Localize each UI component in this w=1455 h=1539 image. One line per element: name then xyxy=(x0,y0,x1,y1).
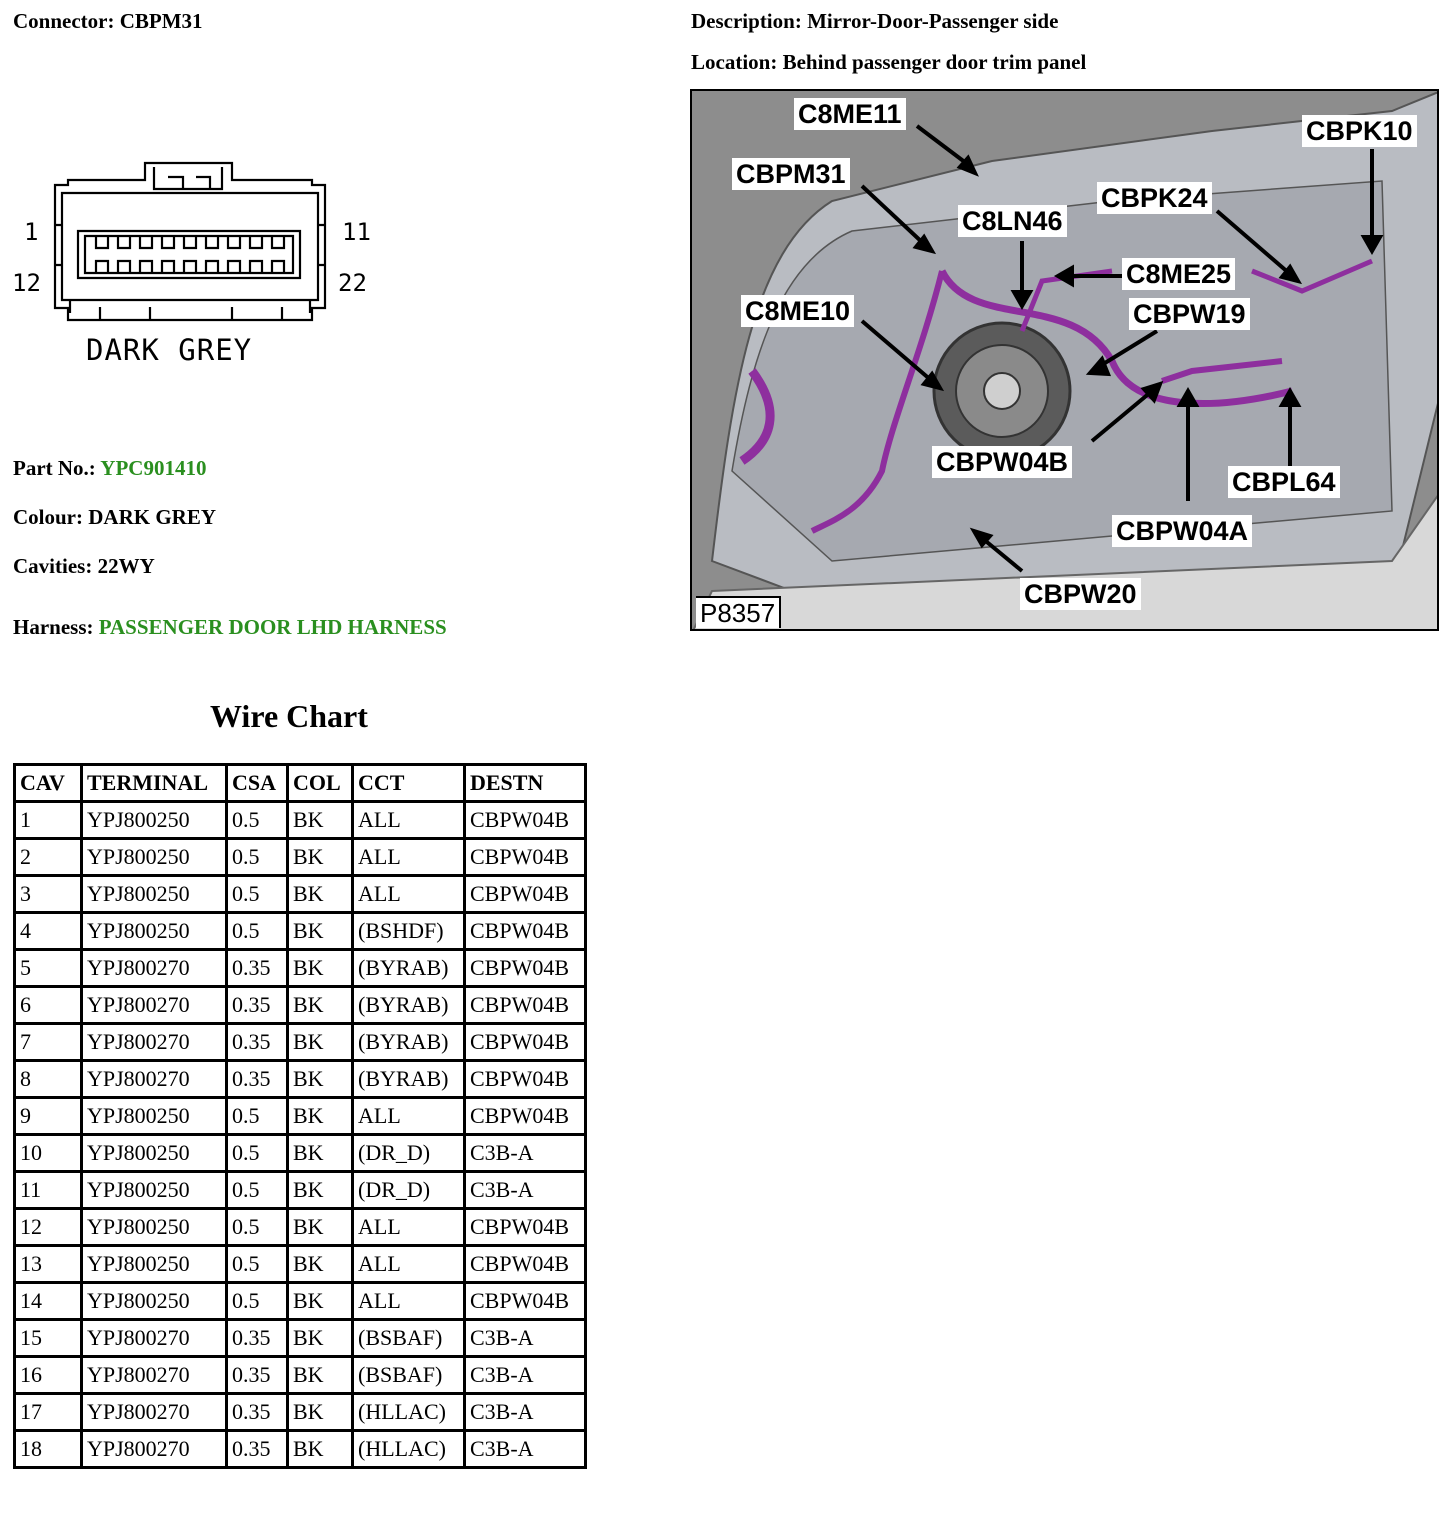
description-label: Description: xyxy=(691,9,802,33)
cell-cct: ALL xyxy=(353,1246,465,1283)
table-row xyxy=(15,1394,586,1431)
cell-destn: CBPW04B xyxy=(465,1061,586,1098)
cell-destn: CBPW04B xyxy=(465,1246,586,1283)
cell-cct: ALL xyxy=(353,802,465,839)
cell-csa: 0.5 xyxy=(227,1209,288,1246)
connector-label: Connector: xyxy=(13,9,115,33)
cavities-value: 22WY xyxy=(97,554,155,578)
cell-cav: 1 xyxy=(15,802,82,839)
cell-col: BK xyxy=(288,1209,353,1246)
table-row xyxy=(15,1061,586,1098)
cell-cct: ALL xyxy=(353,1283,465,1320)
cavities-label: Cavities: xyxy=(13,554,93,578)
cell-destn: C3B-A xyxy=(465,1320,586,1357)
callout-cbpw20: CBPW20 xyxy=(1020,578,1141,610)
table-row xyxy=(15,987,586,1024)
cavities-line xyxy=(13,554,155,579)
cell-col: BK xyxy=(288,1357,353,1394)
pin-label-22: 22 xyxy=(338,269,367,297)
cell-destn: CBPW04B xyxy=(465,913,586,950)
cell-destn: CBPW04B xyxy=(465,1024,586,1061)
cell-cct: (BYRAB) xyxy=(353,1024,465,1061)
callout-cbpw04b: CBPW04B xyxy=(932,446,1072,478)
cell-terminal: YPJ800250 xyxy=(82,1246,227,1283)
pin-label-12: 12 xyxy=(12,269,41,297)
cell-destn: CBPW04B xyxy=(465,950,586,987)
cell-terminal: YPJ800250 xyxy=(82,802,227,839)
location-heading xyxy=(691,50,1086,75)
cell-col: BK xyxy=(288,987,353,1024)
table-row xyxy=(15,913,586,950)
harness-link[interactable]: PASSENGER DOOR LHD HARNESS xyxy=(98,615,447,639)
description-value: Mirror-Door-Passenger side xyxy=(807,9,1059,33)
cell-col: BK xyxy=(288,1283,353,1320)
cell-col: BK xyxy=(288,1172,353,1209)
cell-destn: CBPW04B xyxy=(465,802,586,839)
cell-cav: 2 xyxy=(15,839,82,876)
cell-destn: C3B-A xyxy=(465,1172,586,1209)
cell-col: BK xyxy=(288,802,353,839)
column-header-csa: CSA xyxy=(227,765,288,802)
cell-col: BK xyxy=(288,913,353,950)
cell-cav: 8 xyxy=(15,1061,82,1098)
callout-c8ln46: C8LN46 xyxy=(958,205,1067,237)
cell-terminal: YPJ800250 xyxy=(82,1135,227,1172)
cell-col: BK xyxy=(288,839,353,876)
column-header-col: COL xyxy=(288,765,353,802)
cell-cct: ALL xyxy=(353,1209,465,1246)
cell-terminal: YPJ800250 xyxy=(82,913,227,950)
cell-cav: 3 xyxy=(15,876,82,913)
cell-cct: (HLLAC) xyxy=(353,1431,465,1468)
cell-csa: 0.5 xyxy=(227,1098,288,1135)
description-heading xyxy=(691,9,1058,34)
pin-label-1: 1 xyxy=(24,218,39,246)
cell-terminal: YPJ800270 xyxy=(82,950,227,987)
cell-cav: 11 xyxy=(15,1172,82,1209)
table-row xyxy=(15,1283,586,1320)
callout-c8me10: C8ME10 xyxy=(741,295,854,327)
callout-cbpk10: CBPK10 xyxy=(1302,115,1417,147)
cell-col: BK xyxy=(288,1246,353,1283)
cell-cav: 17 xyxy=(15,1394,82,1431)
cell-col: BK xyxy=(288,1135,353,1172)
cell-terminal: YPJ800270 xyxy=(82,1024,227,1061)
cell-cct: (HLLAC) xyxy=(353,1394,465,1431)
cell-destn: C3B-A xyxy=(465,1135,586,1172)
callout-c8me25: C8ME25 xyxy=(1122,258,1235,290)
cell-terminal: YPJ800270 xyxy=(82,1061,227,1098)
cell-csa: 0.35 xyxy=(227,1431,288,1468)
wire-chart-title: Wire Chart xyxy=(210,698,368,734)
table-row xyxy=(15,876,586,913)
cell-csa: 0.35 xyxy=(227,1061,288,1098)
table-row xyxy=(15,1320,586,1357)
table-row xyxy=(15,1246,586,1283)
cell-csa: 0.35 xyxy=(227,987,288,1024)
cell-terminal: YPJ800250 xyxy=(82,1209,227,1246)
cell-cct: ALL xyxy=(353,1098,465,1135)
table-row xyxy=(15,1172,586,1209)
pin-label-11: 11 xyxy=(342,218,371,246)
connector-id: CBPM31 xyxy=(119,9,203,33)
table-header-row xyxy=(15,765,586,802)
cell-csa: 0.5 xyxy=(227,839,288,876)
cell-cct: (BSHDF) xyxy=(353,913,465,950)
cell-cct: (BYRAB) xyxy=(353,950,465,987)
figure-id: P8357 xyxy=(696,596,781,628)
column-header-cav: CAV xyxy=(15,765,82,802)
cell-cav: 12 xyxy=(15,1209,82,1246)
cell-cav: 9 xyxy=(15,1098,82,1135)
location-label: Location: xyxy=(691,50,778,74)
cell-col: BK xyxy=(288,1320,353,1357)
cell-col: BK xyxy=(288,876,353,913)
table-row xyxy=(15,1098,586,1135)
callout-cbpm31: CBPM31 xyxy=(732,158,850,190)
cell-csa: 0.5 xyxy=(227,1246,288,1283)
cell-destn: C3B-A xyxy=(465,1431,586,1468)
cell-destn: CBPW04B xyxy=(465,987,586,1024)
part-number-link[interactable]: YPC901410 xyxy=(100,456,207,480)
callout-c8me11: C8ME11 xyxy=(794,98,906,130)
callout-cbpw19: CBPW19 xyxy=(1129,298,1250,330)
cell-csa: 0.5 xyxy=(227,1172,288,1209)
cell-cav: 18 xyxy=(15,1431,82,1468)
cell-col: BK xyxy=(288,1394,353,1431)
cell-terminal: YPJ800250 xyxy=(82,1098,227,1135)
cell-destn: CBPW04B xyxy=(465,1209,586,1246)
colour-label: Colour: xyxy=(13,505,83,529)
cell-terminal: YPJ800270 xyxy=(82,1431,227,1468)
part-number-line xyxy=(13,456,206,481)
cell-cav: 6 xyxy=(15,987,82,1024)
colour-line xyxy=(13,505,216,530)
cell-cav: 16 xyxy=(15,1357,82,1394)
cell-cav: 14 xyxy=(15,1283,82,1320)
cell-terminal: YPJ800250 xyxy=(82,876,227,913)
cell-terminal: YPJ800250 xyxy=(82,1283,227,1320)
wire-chart-body xyxy=(15,802,586,1468)
callout-cbpw04a: CBPW04A xyxy=(1112,515,1252,547)
part-number-label: Part No.: xyxy=(13,456,96,480)
cell-csa: 0.35 xyxy=(227,1024,288,1061)
location-value: Behind passenger door trim panel xyxy=(782,50,1087,74)
table-row xyxy=(15,1135,586,1172)
harness-line xyxy=(13,615,447,640)
cell-csa: 0.5 xyxy=(227,876,288,913)
cell-cct: (DR_D) xyxy=(353,1172,465,1209)
column-header-destn: DESTN xyxy=(465,765,586,802)
cell-cav: 7 xyxy=(15,1024,82,1061)
cell-cct: (BYRAB) xyxy=(353,1061,465,1098)
cell-cct: (BSBAF) xyxy=(353,1357,465,1394)
table-row xyxy=(15,950,586,987)
cell-cav: 15 xyxy=(15,1320,82,1357)
cell-col: BK xyxy=(288,1431,353,1468)
cell-destn: C3B-A xyxy=(465,1394,586,1431)
table-row xyxy=(15,1431,586,1468)
cell-csa: 0.5 xyxy=(227,913,288,950)
wire-chart-table xyxy=(13,763,587,1469)
cell-col: BK xyxy=(288,950,353,987)
cell-cct: ALL xyxy=(353,839,465,876)
cell-cct: (DR_D) xyxy=(353,1135,465,1172)
cell-destn: CBPW04B xyxy=(465,876,586,913)
cell-cav: 10 xyxy=(15,1135,82,1172)
cell-cct: (BYRAB) xyxy=(353,987,465,1024)
colour-caption: DARK GREY xyxy=(86,333,253,367)
cell-csa: 0.5 xyxy=(227,802,288,839)
cell-col: BK xyxy=(288,1061,353,1098)
cell-cct: (BSBAF) xyxy=(353,1320,465,1357)
cell-cct: ALL xyxy=(353,876,465,913)
cell-cav: 4 xyxy=(15,913,82,950)
table-row xyxy=(15,839,586,876)
cell-terminal: YPJ800270 xyxy=(82,1320,227,1357)
cell-csa: 0.5 xyxy=(227,1135,288,1172)
cell-cav: 5 xyxy=(15,950,82,987)
cell-csa: 0.35 xyxy=(227,1320,288,1357)
cell-col: BK xyxy=(288,1024,353,1061)
connector-heading xyxy=(13,9,203,34)
cell-csa: 0.35 xyxy=(227,950,288,987)
cell-terminal: YPJ800270 xyxy=(82,1357,227,1394)
cell-csa: 0.35 xyxy=(227,1357,288,1394)
colour-value: DARK GREY xyxy=(88,505,217,529)
cell-csa: 0.35 xyxy=(227,1394,288,1431)
column-header-terminal: TERMINAL xyxy=(82,765,227,802)
cell-destn: CBPW04B xyxy=(465,1283,586,1320)
connector-face-drawing xyxy=(0,145,400,385)
callout-cbpl64: CBPL64 xyxy=(1228,466,1340,498)
cell-terminal: YPJ800250 xyxy=(82,1172,227,1209)
cell-terminal: YPJ800250 xyxy=(82,839,227,876)
cell-cav: 13 xyxy=(15,1246,82,1283)
harness-label: Harness: xyxy=(13,615,94,639)
door-location-illustration xyxy=(690,89,1439,631)
cell-terminal: YPJ800270 xyxy=(82,1394,227,1431)
table-row xyxy=(15,1209,586,1246)
callout-cbpk24: CBPK24 xyxy=(1097,182,1212,214)
table-row xyxy=(15,1024,586,1061)
cell-destn: CBPW04B xyxy=(465,839,586,876)
column-header-cct: CCT xyxy=(353,765,465,802)
table-row xyxy=(15,1357,586,1394)
cell-destn: C3B-A xyxy=(465,1357,586,1394)
cell-col: BK xyxy=(288,1098,353,1135)
cell-csa: 0.5 xyxy=(227,1283,288,1320)
table-row xyxy=(15,802,586,839)
cell-terminal: YPJ800270 xyxy=(82,987,227,1024)
cell-destn: CBPW04B xyxy=(465,1098,586,1135)
